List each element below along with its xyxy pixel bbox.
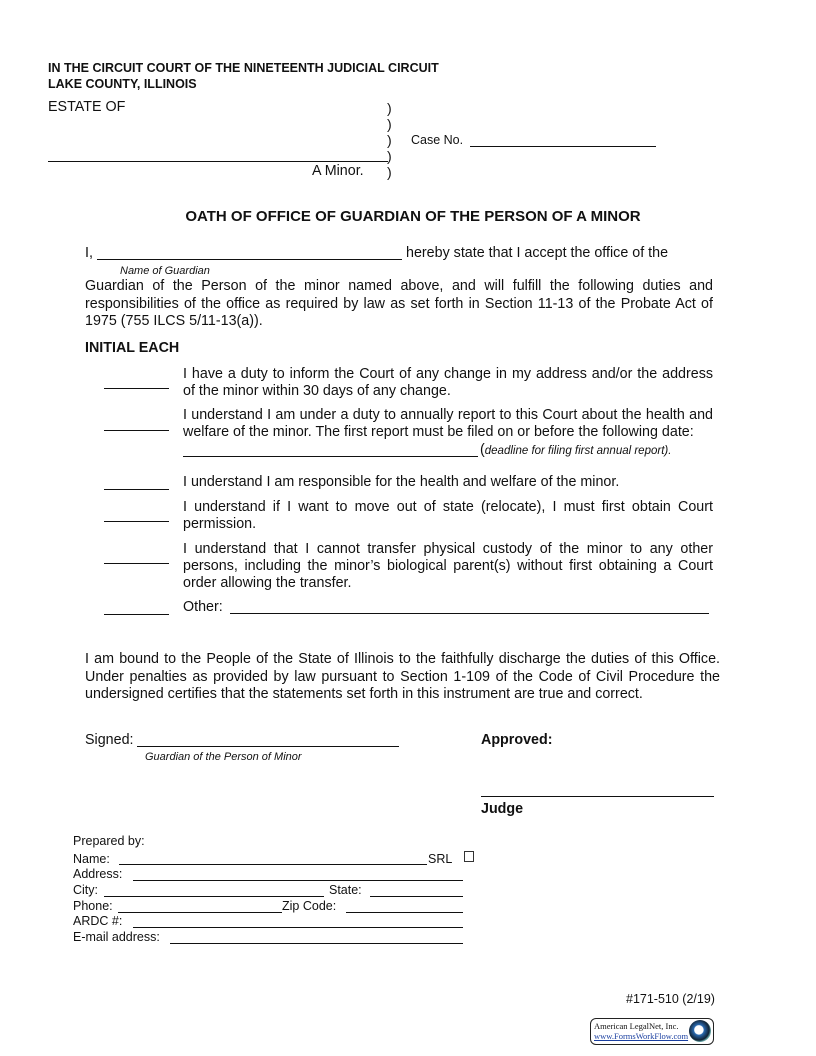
court-heading: IN THE CIRCUIT COURT OF THE NINETEENTH JUDICIAL CIRCUIT <box>48 61 439 75</box>
case-no-label: Case No. <box>411 133 464 147</box>
city-line[interactable] <box>104 896 324 897</box>
address-line[interactable] <box>133 880 463 881</box>
estate-of-label: ESTATE OF <box>48 99 126 115</box>
signature-line[interactable] <box>137 746 399 747</box>
initial-line[interactable] <box>104 614 169 615</box>
city-label: City: <box>73 883 98 897</box>
logo-line1: American LegalNet, Inc. <box>594 1021 679 1031</box>
ardc-label: ARDC #: <box>73 914 123 928</box>
document-page: IN THE CIRCUIT COURT OF THE NINETEENTH JUDICIAL CIRCUIT LAKE COUNTY, ILLINOIS ESTATE OF ) ) ) ) ) A Minor. Case No. OATH OF OFFICE OF GUARDIAN OF THE PERSON OF A MINOR I, hereby state that I accept the office of the Name of Guardian Guardian of the Person of the minor named above, and will fulfill the following duties and responsibilities of the office as required by law as set forth in Section 11-13 of the Probate Act of 1975 (755 ILCS 5/11-13(a)). INITIAL EACH I have a duty to inform the Court of any change in my address and/or the address of the minor within 30 days of any change. I understand I am under a duty to annually report to this Court about the health and welfare of the minor. The first report must be filed on or before the following date: (deadline for filing first annual report). I understand I am responsible for the health and welfare of the minor. I understand if I want to move out of state (relocate), I must first obtain Court permission. I understand that I cannot transfer physical custody of the minor to any other persons, including the minor’s biological parent(s) without first obtaining a Court order allowing the transfer. Other: I am bound to the People of the State of Illinois to the faithfully discharge the duties of this Office. Under penalties as provided by law pursuant to Section 1-109 of the Code of Civil Procedure the undersigned certifies that the statements set forth in this instrument are true and correct. Signed: Guardian of the Person of Minor Approved: Judge Prepared by: Name: SRL Address: City: State: Phone: Zip Code: ARDC #: E-mail address: #171-510 (2/19) American LegalNet, Inc. www.FormsWorkFlow.com <box>0 0 816 1056</box>
approved-label: Approved: <box>481 732 553 748</box>
email-label: E-mail address: <box>73 930 160 944</box>
duty-item: I understand if I want to move out of state (relocate), I must first obtain Court permission. <box>183 499 713 532</box>
judge-label: Judge <box>481 801 524 817</box>
american-legalnet-logo[interactable] <box>590 1018 714 1045</box>
initial-line[interactable] <box>104 388 169 389</box>
duty-item: I have a duty to inform the Court of any change in my address and/or the address of the minor within 30 days of any change. <box>183 366 713 399</box>
paren: ) <box>387 132 392 148</box>
email-line[interactable] <box>170 943 463 944</box>
other-label: Other: <box>183 599 223 615</box>
initial-each-heading: INITIAL EACH <box>85 340 180 356</box>
page-title: OATH OF OFFICE OF GUARDIAN OF THE PERSON OF A MINOR <box>185 208 641 225</box>
intro-suffix: hereby state that I accept the office of the <box>406 245 669 261</box>
srl-label: SRL <box>428 852 453 866</box>
state-label: State: <box>329 883 362 897</box>
signed-caption: Guardian of the Person of Minor <box>145 751 302 763</box>
other-line[interactable] <box>230 613 709 614</box>
paren: ) <box>387 116 392 132</box>
initial-line[interactable] <box>104 563 169 564</box>
deadline-note: deadline for filing first annual report). <box>484 445 672 457</box>
globe-icon <box>689 1020 711 1042</box>
paren: ) <box>387 148 392 164</box>
paren: ) <box>387 100 392 116</box>
duty-item: I understand that I cannot transfer physical custody of the minor to any other persons, including the minor’s biological parent(s) without first obtaining a Court order allowing the transfer. <box>183 541 713 591</box>
ardc-line[interactable] <box>133 927 463 928</box>
intro-prefix: I, <box>85 245 93 261</box>
paren: ) <box>387 164 392 180</box>
name-line[interactable] <box>119 864 427 865</box>
case-no-line[interactable] <box>470 146 656 147</box>
judge-signature-line[interactable] <box>481 796 714 797</box>
state-line[interactable] <box>370 896 463 897</box>
minor-name-line[interactable] <box>48 161 388 162</box>
phone-line[interactable] <box>118 912 282 913</box>
zip-label: Zip Code: <box>282 899 337 913</box>
signed-label: Signed: <box>85 732 134 748</box>
intro-paragraph: Guardian of the Person of the minor named above, and will fulfill the following duties and responsibilities of the office as required by law as set forth in Section 11-13 of the Probate Act of 1975 (755 ILCS 5/11-13(a)). <box>85 278 713 329</box>
srl-checkbox[interactable] <box>464 851 474 862</box>
initial-line[interactable] <box>104 430 169 431</box>
name-label: Name: <box>73 852 110 866</box>
phone-label: Phone: <box>73 899 113 913</box>
duty-item: I understand I am responsible for the health and welfare of the minor. <box>183 474 620 490</box>
zip-line[interactable] <box>346 912 463 913</box>
a-minor-label: A Minor. <box>312 163 364 179</box>
initial-line[interactable] <box>104 521 169 522</box>
address-label: Address: <box>73 867 123 881</box>
guardian-name-line[interactable] <box>97 259 402 260</box>
deadline-date-line[interactable] <box>183 456 478 457</box>
name-of-guardian-caption: Name of Guardian <box>120 265 210 277</box>
duty-item: I understand I am under a duty to annually report to this Court about the health and welfare of the minor. The first report must be filed on or before the following date: <box>183 407 713 440</box>
form-number: #171-510 (2/19) <box>626 992 715 1006</box>
initial-line[interactable] <box>104 489 169 490</box>
prepared-by-heading: Prepared by: <box>73 834 145 848</box>
logo-line2: www.FormsWorkFlow.com <box>594 1031 689 1041</box>
oath-paragraph: I am bound to the People of the State of Illinois to the faithfully discharge the duties of this Office. Under penalties as provided by law pursuant to Section 1-109 of the Code of Civil Procedure the undersigned certifies that the statements set forth in this instrument are true and correct. <box>85 651 720 702</box>
county-heading: LAKE COUNTY, ILLINOIS <box>48 77 197 91</box>
